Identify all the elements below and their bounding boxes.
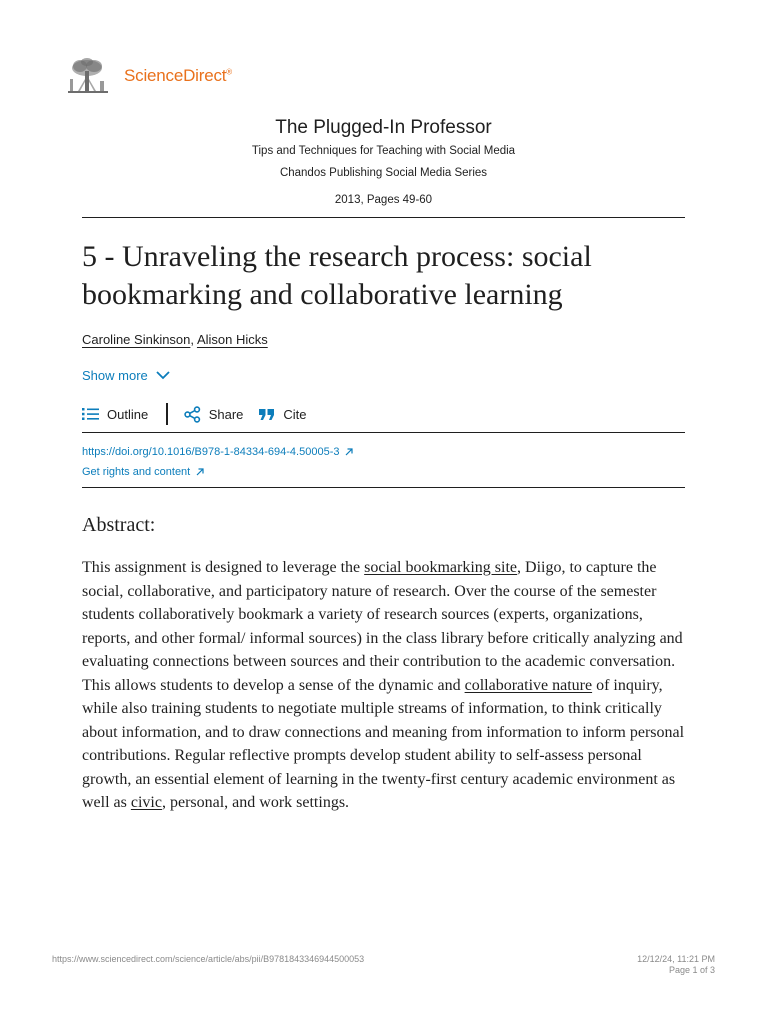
doi-text: https://doi.org/10.1016/B978-1-84334-694-4.50005-3 [82,446,340,458]
topic-link[interactable]: collaborative nature [464,676,593,694]
quote-icon [259,408,275,421]
abstract-text [82,556,690,815]
footer-info [637,954,715,976]
article-title: 5 - Unraveling the research process: social bookmarking and collaborative learning [82,240,592,311]
share-button[interactable] [184,406,244,423]
cite-label: Cite [283,406,307,422]
abstract-text-part: of inquiry, while also training students to negotiate multiple streams of information, to think critically about information, and to draw connections and meaning from information to inform personal contributions. Regular reflective prompts develop student ability to self-assess personal growth, an essential element of learning in the twenty-first century academic environment as well as [82,676,685,811]
rights-text: Get rights and content [82,466,191,478]
footer-page: Page 1 of 3 [668,965,715,975]
abstract-text-part: This assignment is designed to leverage the [82,559,365,576]
doi-link[interactable] [82,442,353,462]
cite-button[interactable] [259,407,306,422]
external-link-icon [345,448,353,456]
show-more-button[interactable] [82,368,170,383]
author-separator: , [190,332,195,347]
divider [82,432,685,433]
topic-link[interactable]: civic [130,794,162,811]
brand-name: ScienceDirect® [124,66,232,85]
sciencedirect-logo[interactable] [66,56,232,96]
article-toolbar [82,402,307,426]
elsevier-tree-icon [66,57,110,95]
topic-link[interactable]: social bookmarking site [364,559,518,576]
footer-url: https://www.sciencedirect.com/science/article/abs/pii/B9781843346944500053 [52,954,365,964]
outline-button[interactable] [82,407,148,422]
share-label: Share [208,406,244,422]
chevron-down-icon [156,371,170,380]
rights-link[interactable] [82,462,353,482]
outline-label: Outline [107,406,149,422]
publication-series[interactable]: Chandos Publishing Social Media Series [279,167,488,179]
list-icon [82,407,99,421]
author-link[interactable]: Alison Hicks [196,332,268,347]
toolbar-divider [166,403,168,425]
external-link-icon [196,468,204,476]
publication-subtitle: Tips and Techniques for Teaching with Social Media [251,145,516,157]
footer-datetime: 12/12/24, 11:21 PM [637,954,715,964]
show-more-label: Show more [82,368,148,383]
abstract-heading: Abstract: [82,514,156,536]
author-list [82,332,268,347]
author-link[interactable]: Caroline Sinkinson [82,332,191,347]
abstract-text-part: , Diigo, to capture the social, collaborative, and participatory nature of research. Over the course of the semester students collaboratively bookmark a variety of research sources (experts, organizations, reports, and other formal/ informal sources) in the class library before critically analyzing and evaluating connections between sources and their contribution to the academic conversation. This allows students to develop a sense of the dynamic and [82,559,683,694]
publication-title[interactable]: The Plugged-In Professor [275,117,492,138]
divider [82,217,685,218]
share-icon [184,406,201,423]
publication-year-pages: 2013, Pages 49-60 [334,194,433,206]
divider [82,487,685,488]
article-links [82,442,353,482]
abstract-text-part: , personal, and work settings. [161,794,350,811]
publication-info [82,114,685,214]
